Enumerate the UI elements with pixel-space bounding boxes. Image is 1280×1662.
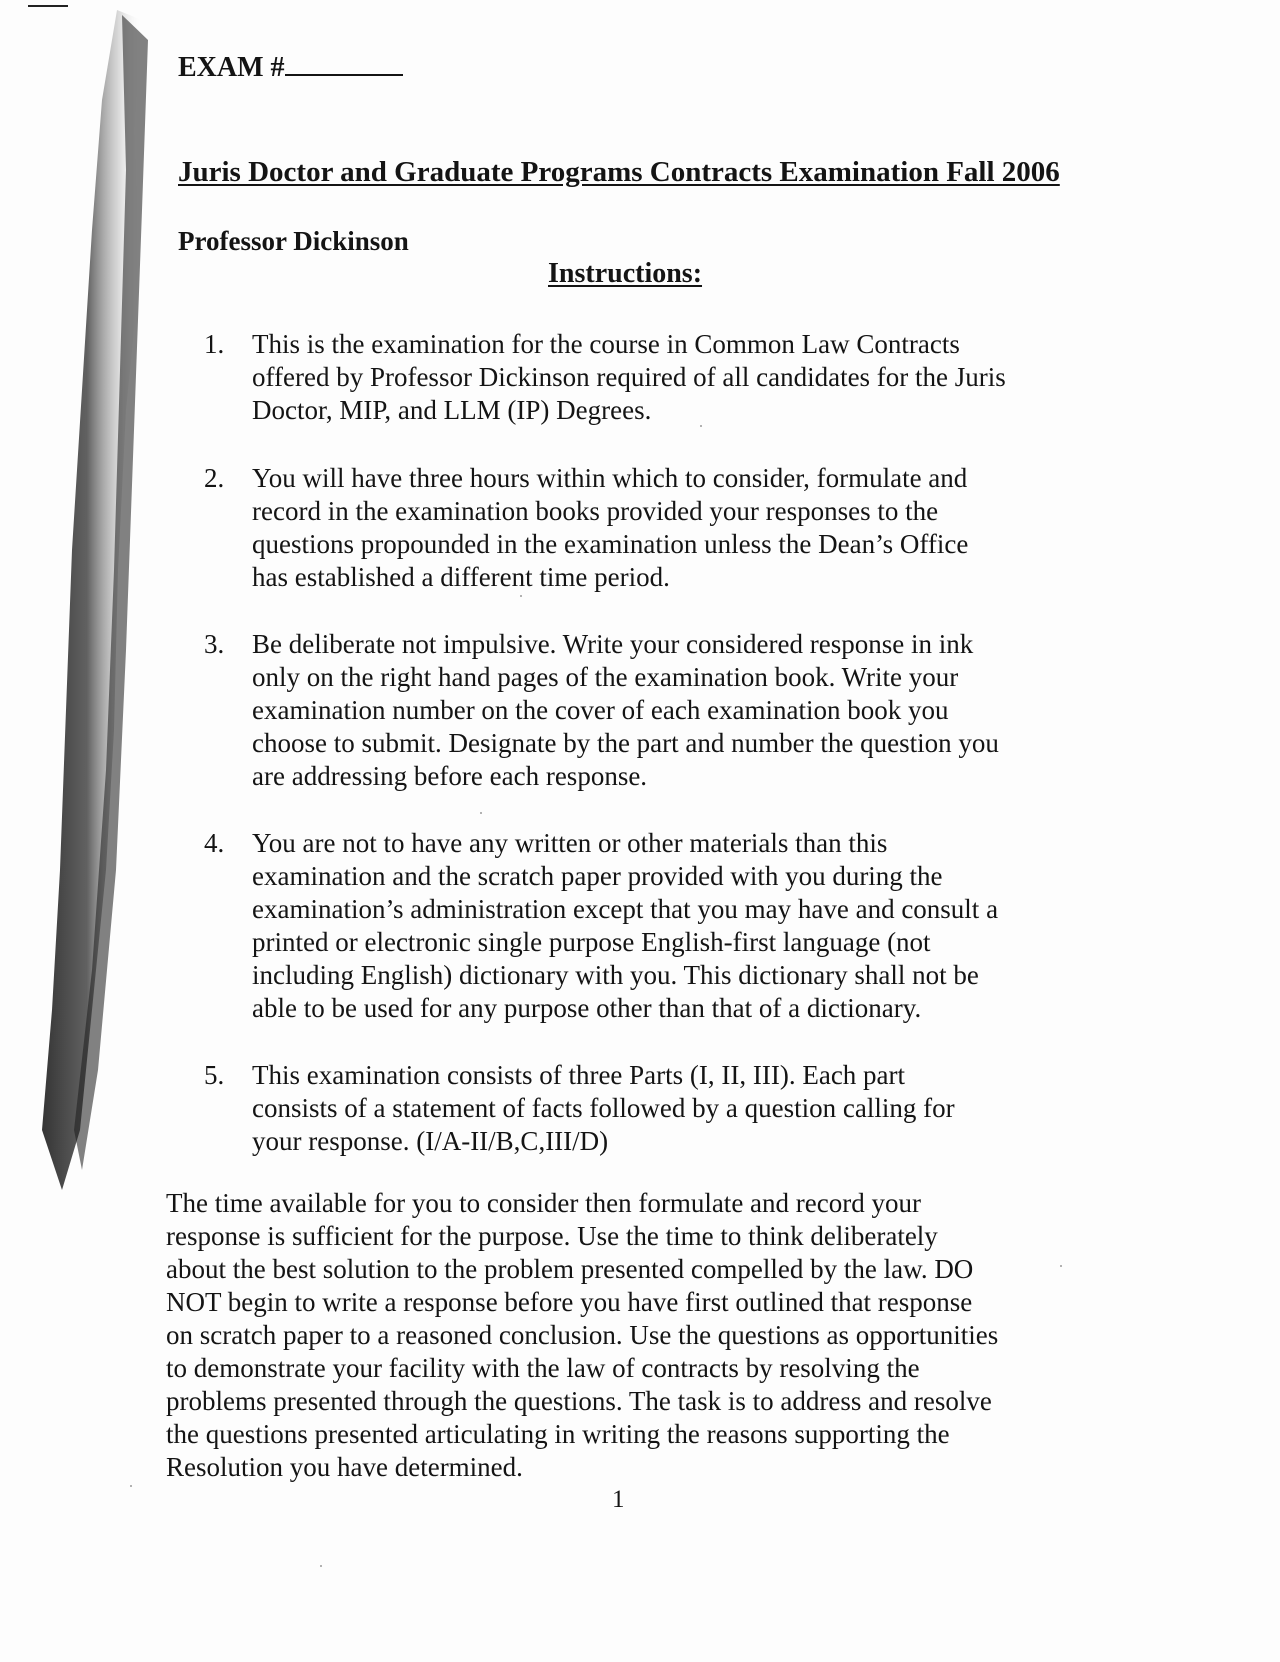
instruction-text: You will have three hours within which to consider, formulate and record in the examination books provided your responses to the questions propounded in the examination unless the Dean’s Office has established a different time period.: [252, 463, 969, 592]
instruction-number: 2.: [204, 463, 225, 493]
instruction-text: Be deliberate not impulsive. Write your considered response in ink only on the right hand pages of the examination book. Write your examination number on the cover of each examination book you choose to submit. Designate by the part and number the question you are addressing before each response.: [252, 629, 999, 791]
instruction-number: 5.: [204, 1060, 225, 1090]
exam-title: Juris Doctor and Graduate Programs Contracts Examination Fall 2006: [178, 156, 1060, 188]
instruction-text: This examination consists of three Parts (I, II, III). Each part consists of a statement of facts followed by a question calling for your response. (I/A-II/B,C,III/D): [252, 1060, 955, 1156]
exam-number-line: [178, 50, 403, 85]
top-edge-rule: [28, 5, 68, 7]
exam-number-label: EXAM #: [178, 52, 285, 83]
exam-number-blank: [285, 50, 403, 76]
instruction-text: You are not to have any written or other materials than this examination and the scratch paper provided with you during the examination’s administration except that you may have and consult a printed or electronic single purpose English-first language (not including English) dictionary with you. This dictionary shall not be able to be used for any purpose other than that of a dictionary.: [252, 828, 999, 1023]
instruction-text: This is the examination for the course in Common Law Contracts offered by Professor Dickinson required of all candidates for the Juris Doctor, MIP, and LLM (IP) Degrees.: [252, 329, 1006, 425]
instructions-heading: Instructions:: [548, 258, 703, 289]
page-number: 1: [612, 1486, 625, 1513]
closing-paragraph: The time available for you to consider then formulate and record your response is sufficient for the purpose. Use the time to think deliberately about the best solution to the problem presented compelled by the law. DO NOT begin to write a response before you have first outlined that response on scratch paper to a reasoned conclusion. Use the questions as opportunities to demonstrate your facility with the law of contracts by resolving the problems presented through the questions. The task is to address and resolve the questions presented articulating in writing the reasons supporting the Resolution you have determined.: [166, 1188, 999, 1482]
instruction-number: 1.: [204, 329, 225, 359]
professor-name: Professor Dickinson: [178, 226, 409, 256]
instruction-number: 4.: [204, 828, 225, 858]
instruction-number: 3.: [204, 629, 225, 659]
scan-binding-shadow: [22, 10, 157, 1210]
